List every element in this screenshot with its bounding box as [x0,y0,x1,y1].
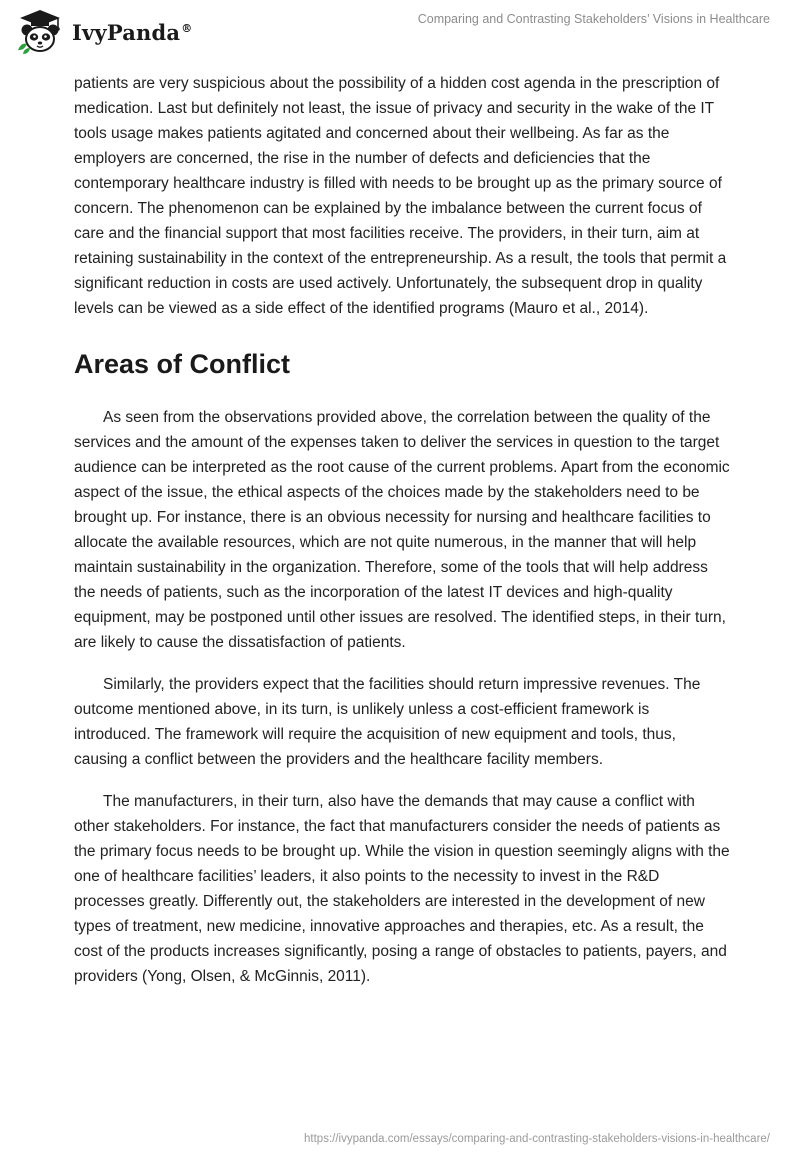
section-heading: Areas of Conflict [74,349,291,379]
document-title: Comparing and Contrasting Stakeholders’ Visions in Healthcare [417,12,770,26]
paragraph: patients are very suspicious about the possibility of a hidden cost agenda in the prescription of medication. Last but definitely not least, the issue of privacy and security in the wake of the IT tools usage makes patients agitated and concerned about their wellbeing. As far as the employers are concerned, the rise in the number of defects and deficiencies that the contemporary healthcare industry is filled with needs to be brought up as the primary source of concern. The phenomenon can be explained by the imbalance between the current focus of care and the financial support that most facilities receive. The providers, in their turn, aim at retaining sustainability in the context of the entrepreneurship. As a result, the tools that permit a significant reduction in costs are used actively. Unfortunately, the subsequent drop in quality levels can be viewed as a side effect of the identified programs (Mauro et al., 2014). [74,75,727,317]
brand-name: IvyPanda® [72,19,193,45]
brand-logo[interactable] [14,6,192,58]
page-header [0,0,800,66]
registered-mark: ® [181,21,193,35]
panda-graduate-icon [14,8,66,56]
paragraph: Similarly, the providers expect that the facilities should return impressive revenues. The outcome mentioned above, in its turn, is unlikely unless a cost-efficient framework is introduced. The framework will require the acquisition of new equipment and tools, thus, causing a conflict between the providers and the healthcare facility members. [74,676,701,768]
paragraph: As seen from the observations provided above, the correlation between the quality of the services and the amount of the expenses taken to deliver the services in question to the target audience can be interpreted as the root cause of the current problems. Apart from the economic aspect of the issue, the ethical aspects of the choices made by the stakeholders need to be brought up. For instance, there is an obvious necessity for nursing and healthcare facilities to allocate the available resources, which are not quite numerous, in the manner that will help maintain sustainability in the organization. Therefore, some of the tools that will help address the needs of patients, such as the incorporation of the latest IT devices and high-quality equipment, may be postponed until other issues are resolved. The identified steps, in their turn, are likely to cause the dissatisfaction of patients. [74,409,730,651]
essay-body [74,71,730,1006]
source-url[interactable]: https://ivypanda.com/essays/comparing-and-contrasting-stakeholders-visions-in-healthcare/ [304,1133,770,1145]
paragraph: The manufacturers, in their turn, also have the demands that may cause a conflict with other stakeholders. For instance, the fact that manufacturers consider the needs of patients as the primary focus needs to be brought up. While the vision in question seemingly aligns with the one of healthcare facilities’ leaders, it also points to the necessity to invest in the R&D processes greatly. Differently out, the stakeholders are interested in the development of new types of treatment, new medicine, innovative approaches and therapies, etc. As a result, the cost of the products increases significantly, posing a range of obstacles to patients, payers, and providers (Yong, Olsen, & McGinnis, 2011). [74,793,730,985]
